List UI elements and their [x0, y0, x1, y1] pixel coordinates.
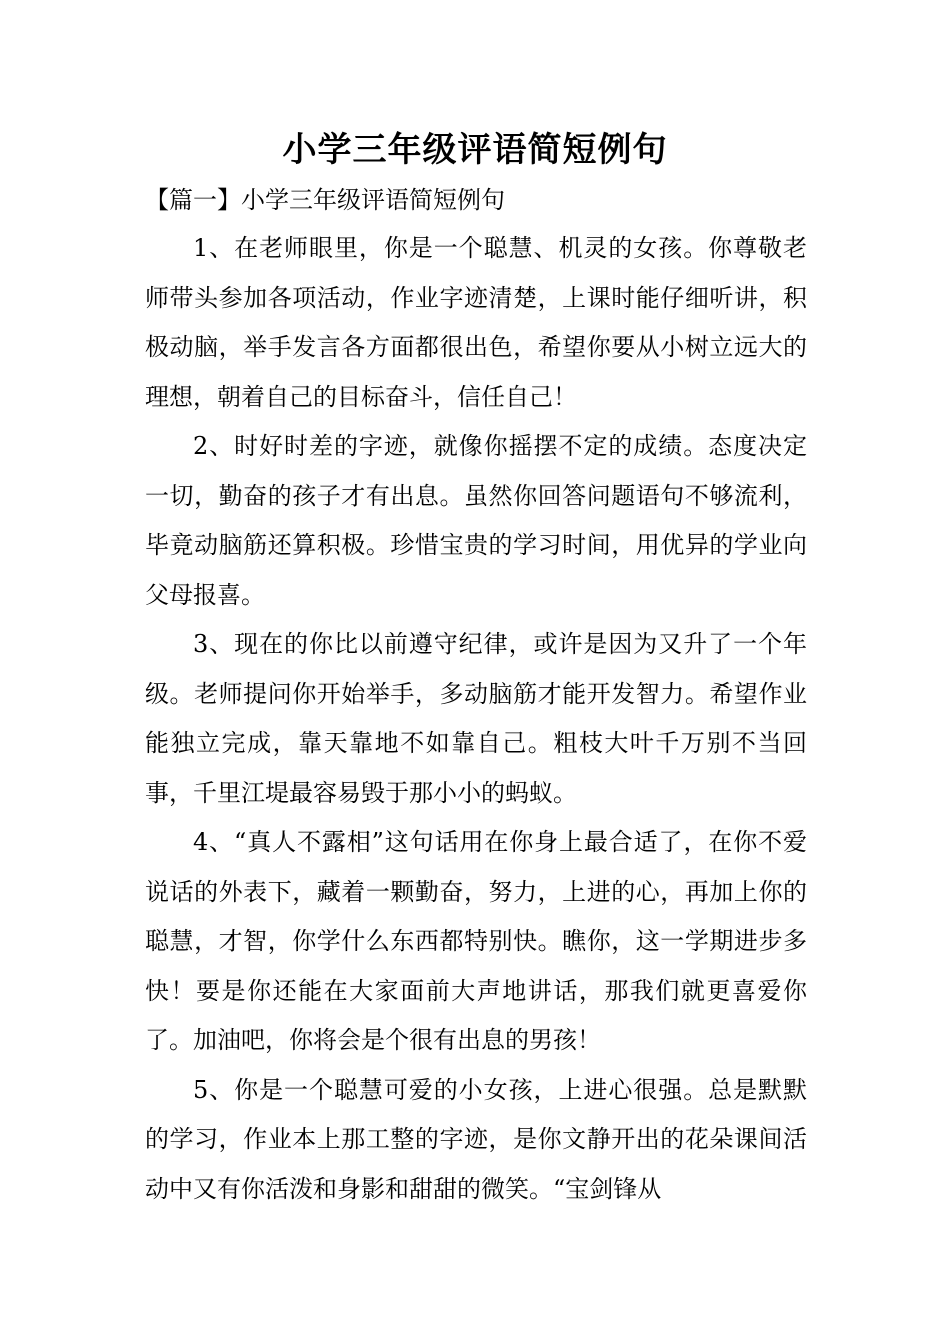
document-title: 小学三年级评语简短例句: [282, 130, 668, 170]
paragraph-1: 1、在老师眼里，你是一个聪慧、机灵的女孩。你尊敬老师带头参加各项活动，作业字迹清楚，上课时能仔细听讲，积极动脑，举手发言各方面都很出色，希望你要从小树立远大的理想，朝着自己的目标奋斗，信任自己！: [145, 234, 807, 411]
paragraph-2: 2、时好时差的字迹，就像你摇摆不定的成绩。态度决定一切，勤奋的孩子才有出息。虽然你回答问题语句不够流利，毕竟动脑筋还算积极。珍惜宝贵的学习时间，用优异的学业向父母报喜。: [145, 432, 807, 609]
document-body: [145, 224, 807, 1214]
section-heading: 【篇一】小学三年级评语简短例句: [145, 186, 505, 214]
paragraph-4: 4、“真人不露相”这句话用在你身上最合适了，在你不爱说话的外表下，藏着一颗勤奋，努力，上进的心，再加上你的聪慧，才智，你学什么东西都特别快。瞧你，这一学期进步多快！要是你还能在大家面前大声地讲话，那我们就更喜爱你了。加油吧，你将会是个很有出息的男孩！: [145, 828, 807, 1054]
paragraph-3: 3、现在的你比以前遵守纪律，或许是因为又升了一个年级。老师提问你开始举手，多动脑筋才能开发智力。希望作业能独立完成，靠天靠地不如靠自己。粗枝大叶千万别不当回事，千里江堤最容易毁于那小小的蚂蚁。: [145, 630, 807, 807]
paragraph-5: 5、你是一个聪慧可爱的小女孩，上进心很强。总是默默的学习，作业本上那工整的字迹，是你文静开出的花朵课间活动中又有你活泼和身影和甜甜的微笑。“宝剑锋从: [145, 1075, 807, 1203]
